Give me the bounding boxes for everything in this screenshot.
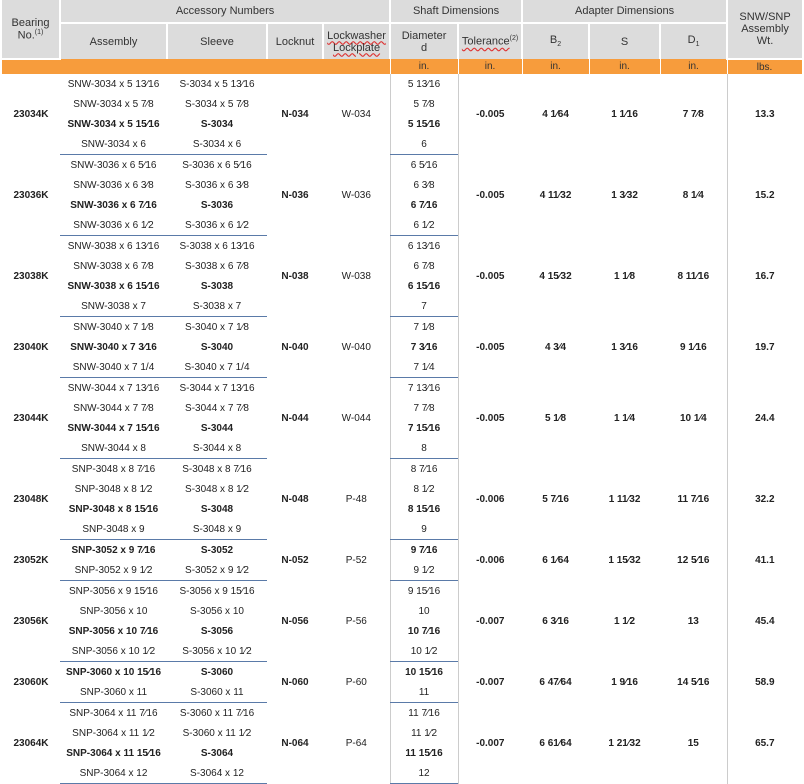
sleeve-cell: S-3038 x 7	[167, 296, 267, 317]
d1-cell: 15	[687, 737, 699, 749]
assembly-cell: SNW-3044 x 7 13⁄16	[67, 382, 160, 394]
sleeve-cell: S-3060 x 11 1⁄2	[182, 727, 252, 739]
table-row	[2, 540, 802, 561]
diameter-cell: 6 7⁄16	[390, 195, 458, 215]
bearing-number: 23064K	[13, 737, 49, 749]
table-row	[2, 378, 802, 399]
sleeve-cell: S-3034	[200, 118, 234, 130]
s-header: S	[589, 23, 660, 59]
weight-header-line2: Assembly	[741, 23, 789, 35]
bearing-number: 23060K	[13, 676, 49, 688]
diameter-cell: 8	[390, 438, 458, 459]
units-row	[2, 59, 802, 74]
s-cell: 1 1⁄8	[613, 270, 636, 282]
assembly-cell: SNP-3056 x 10	[79, 605, 148, 617]
assembly-header: Assembly	[60, 23, 167, 59]
b2-header	[522, 23, 589, 59]
assembly-cell: SNW-3044 x 7 15⁄16	[67, 422, 160, 434]
sleeve-cell: S-3048 x 8 1⁄2	[185, 483, 249, 495]
s-cell: 1 1⁄16	[611, 108, 638, 120]
bearing-number: 23048K	[13, 493, 49, 505]
lockwasher-cell: W-038	[341, 270, 371, 282]
assembly-cell: SNW-3038 x 6 15⁄16	[67, 280, 160, 292]
s-cell: 1 11⁄32	[608, 493, 641, 505]
d1-header-sub: 1	[695, 41, 700, 49]
b2-cell: 6 1⁄64	[542, 554, 569, 566]
unit-s: in.	[589, 59, 660, 74]
assembly-cell: SNW-3036 x 6 5⁄16	[70, 159, 157, 171]
b2-cell: 6 3⁄16	[542, 615, 569, 627]
assembly-cell: SNW-3036 x 6 3⁄8	[73, 179, 154, 191]
d1-cell: 14 5⁄16	[677, 676, 710, 688]
weight-cell: 65.7	[727, 703, 802, 784]
tolerance-cell: -0.006	[458, 459, 522, 540]
table-row	[2, 703, 802, 724]
s-cell: 1 1⁄2	[613, 615, 636, 627]
locknut-cell: N-036	[281, 189, 309, 201]
diameter-cell: 7 1⁄8	[390, 317, 458, 338]
b2-cell: 4 1⁄64	[542, 108, 569, 120]
table-row	[2, 581, 802, 602]
lockwasher-cell: W-044	[341, 412, 371, 424]
sleeve-cell: S-3036 x 6 1⁄2	[167, 215, 267, 236]
locknut-cell: N-064	[281, 737, 309, 749]
b2-cell: 6 47⁄64	[539, 676, 572, 688]
table-body	[2, 74, 802, 784]
sleeve-cell: S-3044	[200, 422, 234, 434]
assembly-cell: SNP-3064 x 11 7⁄16	[69, 707, 158, 719]
sleeve-cell: S-3036 x 6 5⁄16	[182, 159, 252, 171]
diameter-cell: 5 7⁄8	[390, 94, 458, 114]
tolerance-cell: -0.006	[458, 540, 522, 581]
weight-header-line3: Wt.	[756, 35, 774, 47]
s-cell: 1 3⁄16	[611, 341, 638, 353]
b2-cell: 4 15⁄32	[539, 270, 572, 282]
table-row	[2, 317, 802, 338]
locknut-cell: N-040	[281, 341, 309, 353]
assembly-cell: SNW-3040 x 7 1⁄8	[73, 321, 154, 333]
sleeve-cell: S-3056 x 10	[190, 605, 244, 617]
bearing-number: 23044K	[13, 412, 49, 424]
table-row	[2, 236, 802, 257]
b2-cell: 4 11⁄32	[539, 189, 572, 201]
table-row	[2, 74, 802, 94]
tolerance-cell: -0.005	[458, 317, 522, 378]
diameter-cell: 11 15⁄16	[390, 743, 458, 763]
tolerance-header	[458, 23, 522, 59]
unit-b2: in.	[522, 59, 589, 74]
sleeve-cell: S-3048 x 9	[167, 519, 267, 540]
diameter-cell: 9	[390, 519, 458, 540]
sleeve-cell: S-3034 x 5 7⁄8	[185, 98, 249, 110]
tolerance-cell: -0.007	[458, 662, 522, 703]
assembly-cell: SNW-3034 x 6	[60, 134, 167, 155]
diameter-cell: 6 13⁄16	[390, 236, 458, 257]
diameter-cell: 11 7⁄16	[390, 703, 458, 724]
weight-header	[727, 0, 802, 59]
d1-cell: 10 1⁄4	[679, 412, 707, 424]
diameter-cell: 11	[390, 682, 458, 703]
sleeve-cell: S-3056 x 10 1⁄2	[167, 641, 267, 662]
weight-cell: 15.2	[727, 155, 802, 236]
sleeve-cell: S-3056	[200, 625, 234, 637]
lockwasher-cell: W-036	[341, 189, 371, 201]
diameter-cell: 12	[390, 763, 458, 784]
tolerance-cell: -0.007	[458, 581, 522, 662]
b2-cell: 5 7⁄16	[542, 493, 569, 505]
diameter-cell: 7	[390, 296, 458, 317]
accessory-numbers-header: Accessory Numbers	[60, 0, 390, 23]
diameter-cell: 10 15⁄16	[390, 662, 458, 683]
assembly-cell: SNP-3060 x 11	[60, 682, 167, 703]
sleeve-cell: S-3044 x 7 7⁄8	[185, 402, 249, 414]
bearing-no-header	[2, 0, 60, 59]
bearing-no-header-text: Bearing No.	[11, 16, 50, 42]
unit-diameter: in.	[390, 59, 458, 74]
d1-cell: 9 1⁄16	[679, 341, 707, 353]
tolerance-note: (2)	[509, 35, 519, 43]
adapter-dimensions-header: Adapter Dimensions	[522, 0, 727, 23]
assembly-cell: SNP-3064 x 11 15⁄16	[66, 747, 161, 759]
assembly-cell: SNW-3036 x 6 7⁄16	[70, 199, 157, 211]
lockwasher-cell: W-034	[341, 108, 371, 120]
shaft-dimensions-header: Shaft Dimensions	[390, 0, 522, 23]
tolerance-cell: -0.005	[458, 378, 522, 459]
weight-cell: 16.7	[727, 236, 802, 317]
diameter-cell: 8 15⁄16	[390, 499, 458, 519]
diameter-cell: 8 1⁄2	[390, 479, 458, 499]
diameter-cell: 6 5⁄16	[390, 155, 458, 176]
b2-cell: 6 61⁄64	[539, 737, 572, 749]
d1-cell: 11 7⁄16	[677, 493, 710, 505]
diameter-cell: 9 7⁄16	[390, 540, 458, 561]
locknut-cell: N-038	[281, 270, 309, 282]
sleeve-cell: S-3038	[200, 280, 234, 292]
assembly-cell: SNP-3048 x 9	[60, 519, 167, 540]
assembly-cell: SNP-3052 x 9 1⁄2	[60, 560, 167, 581]
bearing-number: 23034K	[13, 108, 49, 120]
weight-cell: 13.3	[727, 74, 802, 155]
weight-cell: 32.2	[727, 459, 802, 540]
bearing-no-note: (1)	[34, 28, 44, 36]
diameter-cell: 10	[390, 601, 458, 621]
lockwasher-cell: P-48	[345, 493, 367, 505]
diameter-cell: 7 3⁄16	[390, 337, 458, 357]
d1-header	[660, 23, 727, 59]
assembly-cell: SNP-3048 x 8 15⁄16	[68, 503, 159, 515]
table-row	[2, 155, 802, 176]
assembly-cell: SNW-3040 x 7 3⁄16	[70, 341, 157, 353]
sleeve-cell: S-3052 x 9 1⁄2	[167, 560, 267, 581]
assembly-cell: SNP-3048 x 8 7⁄16	[71, 463, 156, 475]
d1-cell: 8 11⁄16	[677, 270, 710, 282]
lockwasher-cell: W-040	[341, 341, 371, 353]
assembly-cell: SNP-3048 x 8 1⁄2	[74, 483, 153, 495]
bearing-number: 23040K	[13, 341, 49, 353]
bearing-adapter-table	[2, 0, 803, 784]
d1-cell: 8 1⁄4	[682, 189, 704, 201]
units-blank	[2, 59, 390, 74]
sleeve-cell: S-3036	[200, 199, 234, 211]
assembly-cell: SNW-3038 x 6 7⁄8	[73, 260, 154, 272]
sleeve-cell: S-3056 x 9 15⁄16	[179, 585, 255, 597]
lockwasher-header	[323, 23, 390, 59]
tolerance-cell: -0.005	[458, 74, 522, 155]
bearing-number: 23038K	[13, 270, 49, 282]
b2-cell: 4 3⁄4	[544, 341, 567, 353]
lockwasher-cell: P-56	[345, 615, 367, 627]
diameter-cell: 10 7⁄16	[390, 621, 458, 641]
lockwasher-cell: P-52	[345, 554, 367, 566]
table-row	[2, 662, 802, 683]
diameter-cell: 7 13⁄16	[390, 378, 458, 399]
diameter-cell: 9 15⁄16	[390, 581, 458, 602]
d1-cell: 12 5⁄16	[677, 554, 710, 566]
sleeve-cell: S-3064 x 12	[167, 763, 267, 784]
diameter-cell: 8 7⁄16	[390, 459, 458, 480]
assembly-cell: SNW-3034 x 5 13⁄16	[67, 78, 160, 90]
s-cell: 1 21⁄32	[608, 737, 641, 749]
assembly-cell: SNW-3044 x 8	[60, 438, 167, 459]
assembly-cell: SNP-3060 x 10 15⁄16	[65, 666, 162, 678]
unit-d1: in.	[660, 59, 727, 74]
diameter-cell: 5 13⁄16	[390, 74, 458, 94]
diameter-header-text: Diameter	[401, 29, 447, 42]
unit-weight: lbs.	[727, 59, 802, 74]
locknut-header: Locknut	[267, 23, 323, 59]
tolerance-cell: -0.007	[458, 703, 522, 784]
assembly-cell: SNP-3056 x 10 1⁄2	[60, 641, 167, 662]
lockwasher-cell: P-64	[345, 737, 367, 749]
b2-header-sub: 2	[557, 41, 562, 49]
assembly-cell: SNW-3034 x 5 15⁄16	[67, 118, 160, 130]
sleeve-cell: S-3060 x 11	[167, 682, 267, 703]
b2-cell: 5 1⁄8	[544, 412, 567, 424]
diameter-cell: 6 1⁄2	[390, 215, 458, 236]
diameter-header	[390, 23, 458, 59]
diameter-cell: 6	[390, 134, 458, 155]
sleeve-cell: S-3044 x 7 13⁄16	[179, 382, 255, 394]
s-cell: 1 1⁄4	[613, 412, 636, 424]
bearing-number: 23052K	[13, 554, 49, 566]
d1-cell: 13	[687, 615, 699, 627]
diameter-header-symbol: d	[420, 41, 428, 54]
sleeve-cell: S-3036 x 6 3⁄8	[185, 179, 249, 191]
sleeve-cell: S-3038 x 6 7⁄8	[185, 260, 249, 272]
sleeve-cell: S-3052	[200, 544, 234, 556]
assembly-cell: SNW-3038 x 6 13⁄16	[67, 240, 160, 252]
diameter-cell: 6 7⁄8	[390, 256, 458, 276]
sleeve-cell: S-3040 x 7 1⁄8	[185, 321, 249, 333]
assembly-cell: SNP-3056 x 9 15⁄16	[69, 585, 158, 597]
weight-cell: 19.7	[727, 317, 802, 378]
assembly-cell: SNP-3064 x 11 1⁄2	[72, 727, 155, 739]
diameter-cell: 7 15⁄16	[390, 418, 458, 438]
lockwasher-header-text: Lockwasher	[327, 29, 386, 42]
diameter-cell: 7 7⁄8	[390, 398, 458, 418]
lockwasher-cell: P-60	[345, 676, 367, 688]
d1-header-text: D	[687, 34, 696, 47]
sleeve-cell: S-3038 x 6 13⁄16	[179, 240, 255, 252]
locknut-cell: N-060	[281, 676, 309, 688]
bearing-number: 23056K	[13, 615, 49, 627]
sleeve-cell: S-3060 x 11 7⁄16	[179, 707, 255, 719]
weight-cell: 41.1	[727, 540, 802, 581]
locknut-cell: N-056	[281, 615, 309, 627]
weight-cell: 45.4	[727, 581, 802, 662]
sleeve-cell: S-3064	[200, 747, 234, 759]
diameter-cell: 10 1⁄2	[390, 641, 458, 662]
assembly-cell: SNP-3056 x 10 7⁄16	[68, 625, 159, 637]
assembly-cell: SNP-3064 x 12	[60, 763, 167, 784]
sleeve-cell: S-3040	[200, 341, 234, 353]
sleeve-cell: S-3034 x 5 13⁄16	[179, 78, 255, 90]
d1-cell: 7 7⁄8	[682, 108, 704, 120]
diameter-cell: 6 15⁄16	[390, 276, 458, 296]
s-cell: 1 9⁄16	[611, 676, 638, 688]
s-cell: 1 15⁄32	[608, 554, 641, 566]
unit-tolerance: in.	[458, 59, 522, 74]
diameter-cell: 11 1⁄2	[390, 723, 458, 743]
tolerance-cell: -0.005	[458, 155, 522, 236]
assembly-cell: SNP-3052 x 9 7⁄16	[71, 544, 156, 556]
sleeve-cell: S-3044 x 8	[167, 438, 267, 459]
assembly-cell: SNW-3038 x 7	[60, 296, 167, 317]
sleeve-cell: S-3048 x 8 7⁄16	[182, 463, 252, 475]
assembly-cell: SNW-3036 x 6 1⁄2	[60, 215, 167, 236]
diameter-cell: 9 1⁄2	[390, 560, 458, 581]
assembly-cell: SNW-3034 x 5 7⁄8	[73, 98, 154, 110]
assembly-cell: SNW-3044 x 7 7⁄8	[73, 402, 154, 414]
diameter-cell: 6 3⁄8	[390, 175, 458, 195]
locknut-cell: N-048	[281, 493, 309, 505]
sleeve-cell: S-3048	[200, 503, 234, 515]
weight-cell: 24.4	[727, 378, 802, 459]
locknut-cell: N-052	[281, 554, 309, 566]
diameter-cell: 5 15⁄16	[390, 114, 458, 134]
sleeve-header: Sleeve	[167, 23, 267, 59]
lockplate-header-text: Lockplate	[332, 41, 381, 54]
locknut-cell: N-034	[281, 108, 309, 120]
locknut-cell: N-044	[281, 412, 309, 424]
b2-header-text: B	[549, 34, 558, 47]
bearing-number: 23036K	[13, 189, 49, 201]
sleeve-cell: S-3060	[200, 666, 234, 678]
sleeve-cell: S-3034 x 6	[167, 134, 267, 155]
s-cell: 1 3⁄32	[611, 189, 638, 201]
weight-cell: 58.9	[727, 662, 802, 703]
table-row	[2, 459, 802, 480]
tolerance-header-text: Tolerance	[461, 35, 510, 48]
sleeve-cell: S-3040 x 7 1/4	[167, 357, 267, 378]
tolerance-cell: -0.005	[458, 236, 522, 317]
weight-header-line1: SNW/SNP	[739, 11, 791, 23]
assembly-cell: SNW-3040 x 7 1/4	[60, 357, 167, 378]
diameter-cell: 7 1⁄4	[390, 357, 458, 378]
